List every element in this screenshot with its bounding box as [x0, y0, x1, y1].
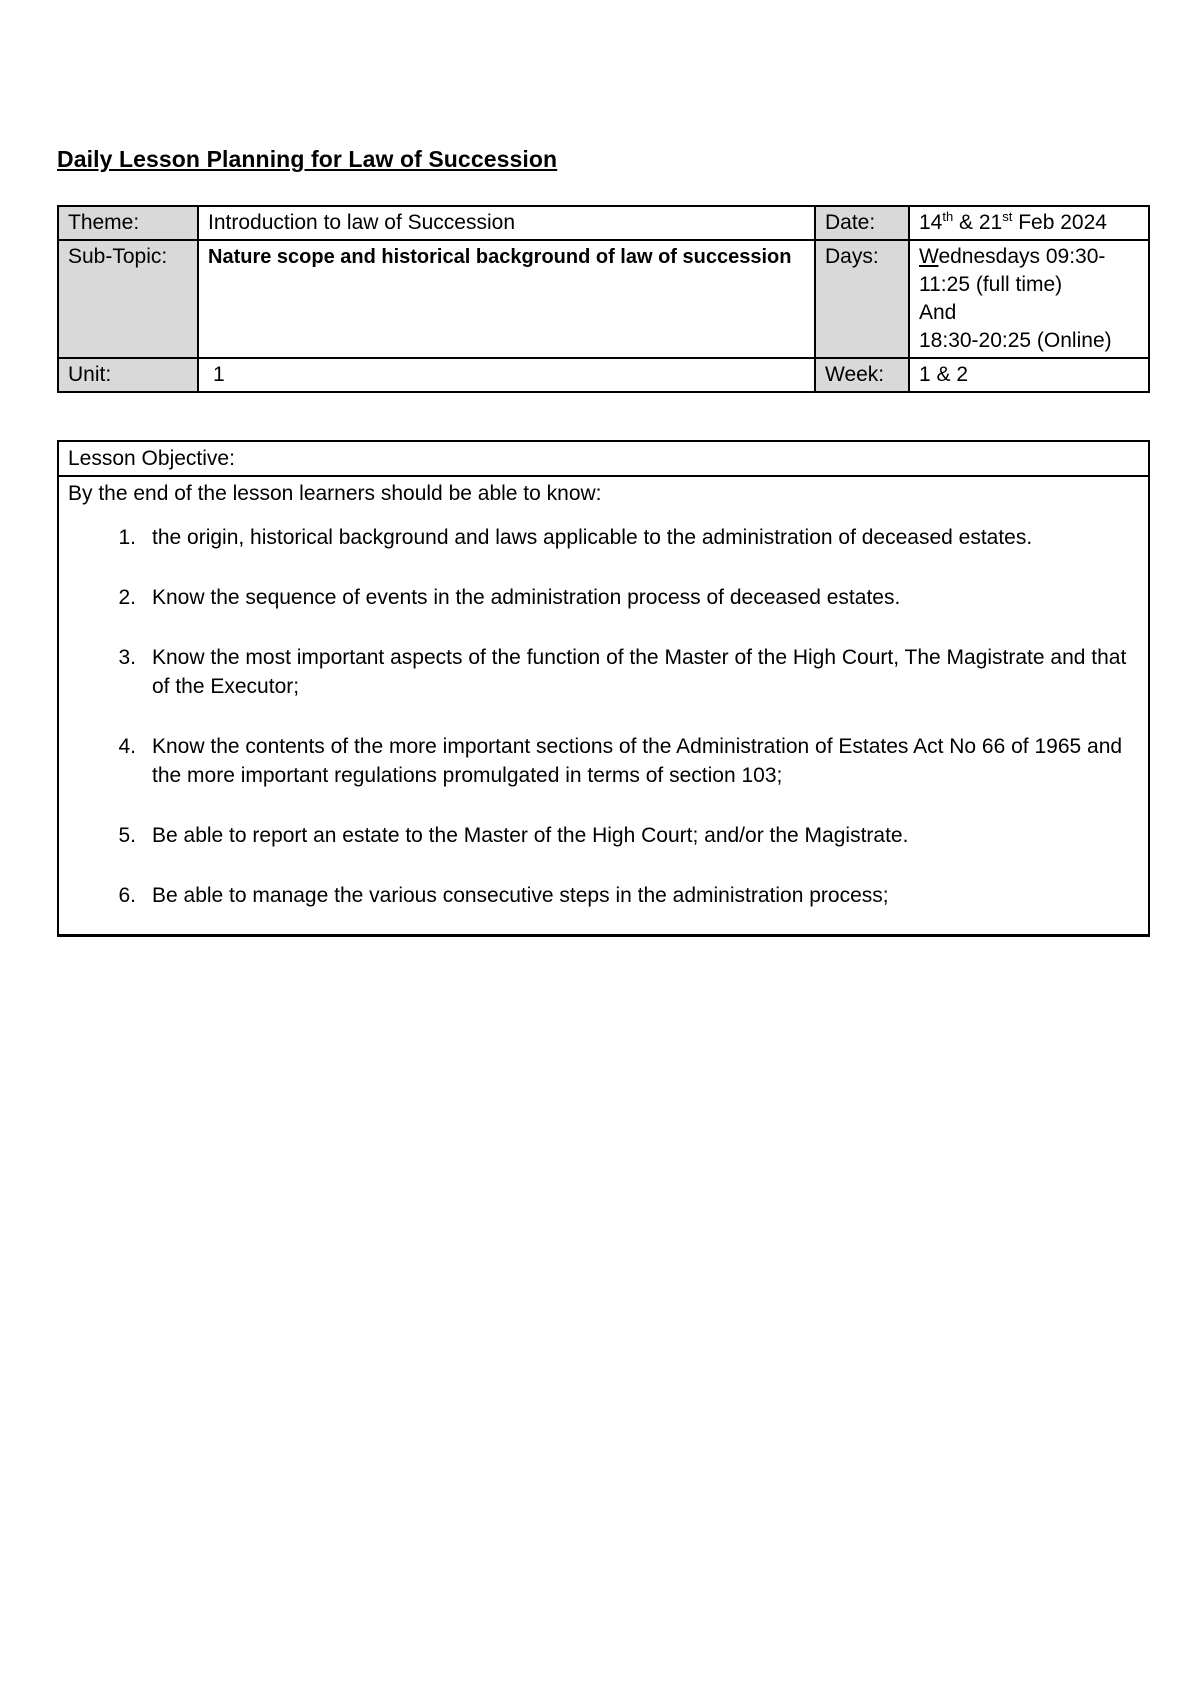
list-item-number: 1.: [118, 526, 136, 549]
week-label: Week:: [815, 358, 909, 392]
list-item-text: the origin, historical background and laws applicable to the administration of deceased estates.: [152, 526, 1033, 549]
date-sup1: th: [942, 209, 954, 224]
date-rest: Feb 2024: [1012, 211, 1107, 234]
list-item-text: Know the most important aspects of the function of the Master of the High Court, The Magistrate and that of the Executor;: [152, 646, 1127, 698]
days-label: Days:: [815, 240, 909, 358]
lesson-objective-box: [57, 440, 1150, 937]
objective-body: [59, 477, 1148, 934]
date-sup2: st: [1002, 209, 1013, 224]
list-item: [68, 881, 1139, 910]
lesson-info-table: [57, 205, 1150, 393]
table-row: [58, 206, 1149, 240]
objective-header: Lesson Objective:: [59, 442, 1148, 477]
subtopic-value: Nature scope and historical background of law of succession: [198, 240, 815, 358]
list-item: [68, 523, 1139, 552]
date-value: [909, 206, 1149, 240]
theme-label: Theme:: [58, 206, 198, 240]
days-value: [909, 240, 1149, 358]
list-item: [68, 583, 1139, 612]
table-row: [58, 358, 1149, 392]
table-row: [58, 240, 1149, 358]
unit-label: Unit:: [58, 358, 198, 392]
list-item-text: Know the contents of the more important sections of the Administration of Estates Act No 66 of 1965 and the more important regulations promulgated in terms of section 103;: [152, 735, 1123, 787]
list-item-text: Know the sequence of events in the administration process of deceased estates.: [152, 586, 901, 609]
days-first-letter: W: [919, 245, 939, 268]
list-item-text: Be able to report an estate to the Master of the High Court; and/or the Magistrate.: [152, 824, 909, 847]
subtopic-label: Sub-Topic:: [58, 240, 198, 358]
list-item-number: 2.: [118, 586, 136, 609]
date-amp: & 21: [953, 211, 1003, 234]
page-title: Daily Lesson Planning for Law of Succession: [57, 146, 558, 172]
days-line-2: 11:25 (full time): [919, 273, 1063, 296]
list-item-number: 3.: [118, 646, 136, 669]
date-label: Date:: [815, 206, 909, 240]
objective-intro: By the end of the lesson learners should be able to know:: [68, 482, 602, 505]
days-line1-rest: ednesdays 09:30-: [938, 245, 1106, 268]
list-item: [68, 732, 1139, 790]
list-item-number: 6.: [118, 884, 136, 907]
list-item-number: 5.: [118, 824, 136, 847]
week-value: 1 & 2: [909, 358, 1149, 392]
days-line-3: And: [919, 301, 957, 324]
list-item: [68, 643, 1139, 701]
days-line-1: [919, 243, 1139, 271]
days-line-4: 18:30-20:25 (Online): [919, 329, 1112, 352]
list-item: [68, 821, 1139, 850]
theme-value: Introduction to law of Succession: [198, 206, 815, 240]
objective-list: [68, 523, 1139, 910]
list-item-number: 4.: [118, 735, 136, 758]
unit-value: 1: [198, 358, 815, 392]
list-item-text: Be able to manage the various consecutive steps in the administration process;: [152, 884, 889, 907]
date-day1: 14: [919, 211, 943, 234]
